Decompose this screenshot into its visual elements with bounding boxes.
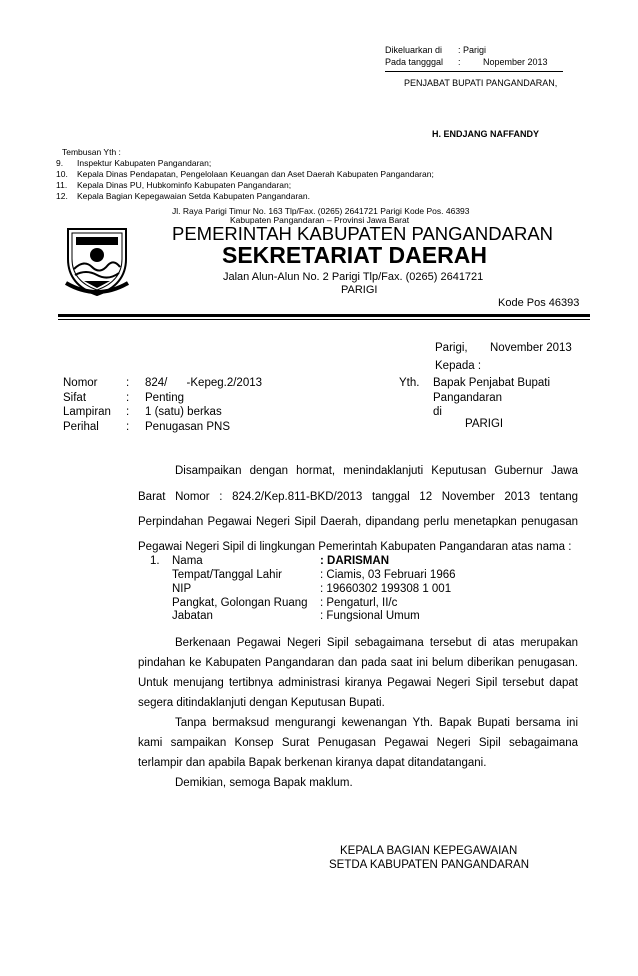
meta-colon: : — [126, 421, 130, 433]
signature-title-line2: SETDA KABUPATEN PANGANDARAN — [329, 859, 530, 871]
employee-value: : Fungsional Umum — [320, 610, 420, 622]
meta-value: Penting — [145, 392, 185, 404]
cc-item: Kepala Bagian Kepegawaian Setda Kabupaten Pangandaran. — [77, 191, 310, 201]
meta-label: Lampiran — [63, 406, 111, 418]
body-line: terlampir dan apabila Bapak berkenan kiranya dapat ditandatangani. — [138, 757, 487, 769]
body-line: Pegawai Negeri Sipil di lingkungan Pemerintah Kabupaten Pangandaran atas nama : — [138, 541, 572, 553]
letterhead-office: SEKRETARIAT DAERAH — [222, 242, 487, 268]
regency-emblem-icon — [62, 225, 132, 297]
body-line: Perpindahan Pegawai Negeri Sipil Daerah, dipandang perlu menetapkan penugasan — [138, 516, 578, 528]
recipient-line1: Bapak Penjabat Bupati — [433, 377, 551, 389]
cc-num: 12. — [56, 191, 68, 201]
employee-num: 1. — [150, 555, 160, 567]
letterhead-address: Jalan Alun-Alun No. 2 Parigi Tlp/Fax. (0265) 2641721 — [223, 271, 484, 283]
cc-num: 11. — [56, 180, 68, 190]
cc-title: Tembusan Yth : — [62, 147, 121, 157]
official-name: H. ENDJANG NAFFANDY — [432, 129, 540, 139]
letterhead-rule-thin — [58, 319, 590, 320]
letterhead-postcode: Kode Pos 46393 — [498, 297, 580, 309]
employee-value: : 19660302 199308 1 001 — [320, 583, 452, 595]
letter-date: November 2013 — [490, 342, 572, 354]
issued-at-value: : Parigi — [458, 45, 487, 55]
employee-value: : Pengaturl, II/c — [320, 597, 398, 609]
body-line: segera ditindaklanjuti dengan Keputusan Bupati. — [138, 697, 385, 709]
cc-num: 10. — [56, 169, 68, 179]
meta-colon: : — [126, 392, 130, 404]
employee-label: Nama — [172, 555, 203, 567]
footer-address-line2: Kabupaten Pangandaran – Provinsi Jawa Barat — [230, 215, 410, 225]
body-line: Tanpa bermaksud mengurangi kewenangan Yth. Bapak Bupati bersama ini — [175, 717, 578, 729]
employee-label: Tempat/Tanggal Lahir — [172, 569, 282, 581]
recipient-line4: PARIGI — [465, 418, 504, 430]
footer-address-line1: Jl. Raya Parigi Timur No. 163 Tlp/Fax. (0265) 2641721 Parigi Kode Pos. 46393 — [172, 206, 470, 216]
signature-title-line1: KEPALA BAGIAN KEPEGAWAIAN — [340, 845, 518, 857]
meta-colon: : — [126, 406, 130, 418]
meta-label: Nomor — [63, 377, 98, 389]
body-line: Berkenaan Pegawai Negeri Sipil sebagaimana tersebut di atas merupakan — [175, 637, 578, 649]
recipient-line2: Pangandaran — [433, 392, 503, 404]
employee-value: : DARISMAN — [320, 555, 389, 567]
meta-label: Perihal — [63, 421, 99, 433]
date-divider — [385, 71, 563, 72]
body-line: Barat Nomor : 824.2/Kep.811-BKD/2013 tanggal 12 November 2013 tentang — [138, 491, 578, 503]
cc-item: Kepala Dinas Pendapatan, Pengelolaan Keuangan dan Aset Daerah Kabupaten Pangandaran; — [77, 169, 434, 179]
closing-line: Demikian, semoga Bapak maklum. — [175, 777, 353, 789]
date-label: Pada tangggal — [385, 57, 444, 67]
employee-label: NIP — [172, 583, 192, 595]
recipient-line3: di — [433, 406, 442, 418]
recipient-yth: Yth. — [399, 377, 420, 389]
body-line: pindahan ke Kabupaten Pangandaran dan pada saat ini belum diberikan penugasan. — [138, 657, 578, 669]
meta-label: Sifat — [63, 392, 87, 404]
official-title: PENJABAT BUPATI PANGANDARAN, — [404, 78, 558, 88]
cc-num: 9. — [56, 158, 64, 168]
letterhead-rule-thick — [58, 314, 590, 317]
letterhead-city: PARIGI — [341, 284, 378, 296]
employee-value: : Ciamis, 03 Februari 1966 — [320, 569, 456, 581]
employee-label: Pangkat, Golongan Ruang — [172, 597, 308, 609]
body-line: Untuk menujang tertibnya administrasi kiranya Pegawai Negeri Sipil tersebut dapat — [138, 677, 578, 689]
cc-item: Kepala Dinas PU, Hubkominfo Kabupaten Pangandaran; — [77, 180, 292, 190]
meta-value: Penugasan PNS — [145, 421, 231, 433]
letterhead-government: PEMERINTAH KABUPATEN PANGANDARAN — [172, 223, 554, 244]
issued-at-label: Dikeluarkan di — [385, 45, 443, 55]
employee-label: Jabatan — [172, 610, 213, 622]
date-colon: : — [458, 57, 461, 67]
cc-item: Inspektur Kabupaten Pangandaran; — [77, 158, 212, 168]
body-line: kami sampaikan Konsep Surat Penugasan Pegawai Negeri Sipil sebagaimana — [138, 737, 578, 749]
meta-colon: : — [126, 377, 130, 389]
letter-place: Parigi, — [435, 342, 468, 354]
body-line: Disampaikan dengan hormat, menindaklanjuti Keputusan Gubernur Jawa — [175, 465, 578, 477]
meta-value: 1 (satu) berkas — [145, 406, 222, 418]
date-value: Nopember 2013 — [483, 57, 548, 67]
meta-value: 824/ -Kepeg.2/2013 — [145, 377, 263, 389]
recipient-kepada: Kepada : — [435, 360, 482, 372]
